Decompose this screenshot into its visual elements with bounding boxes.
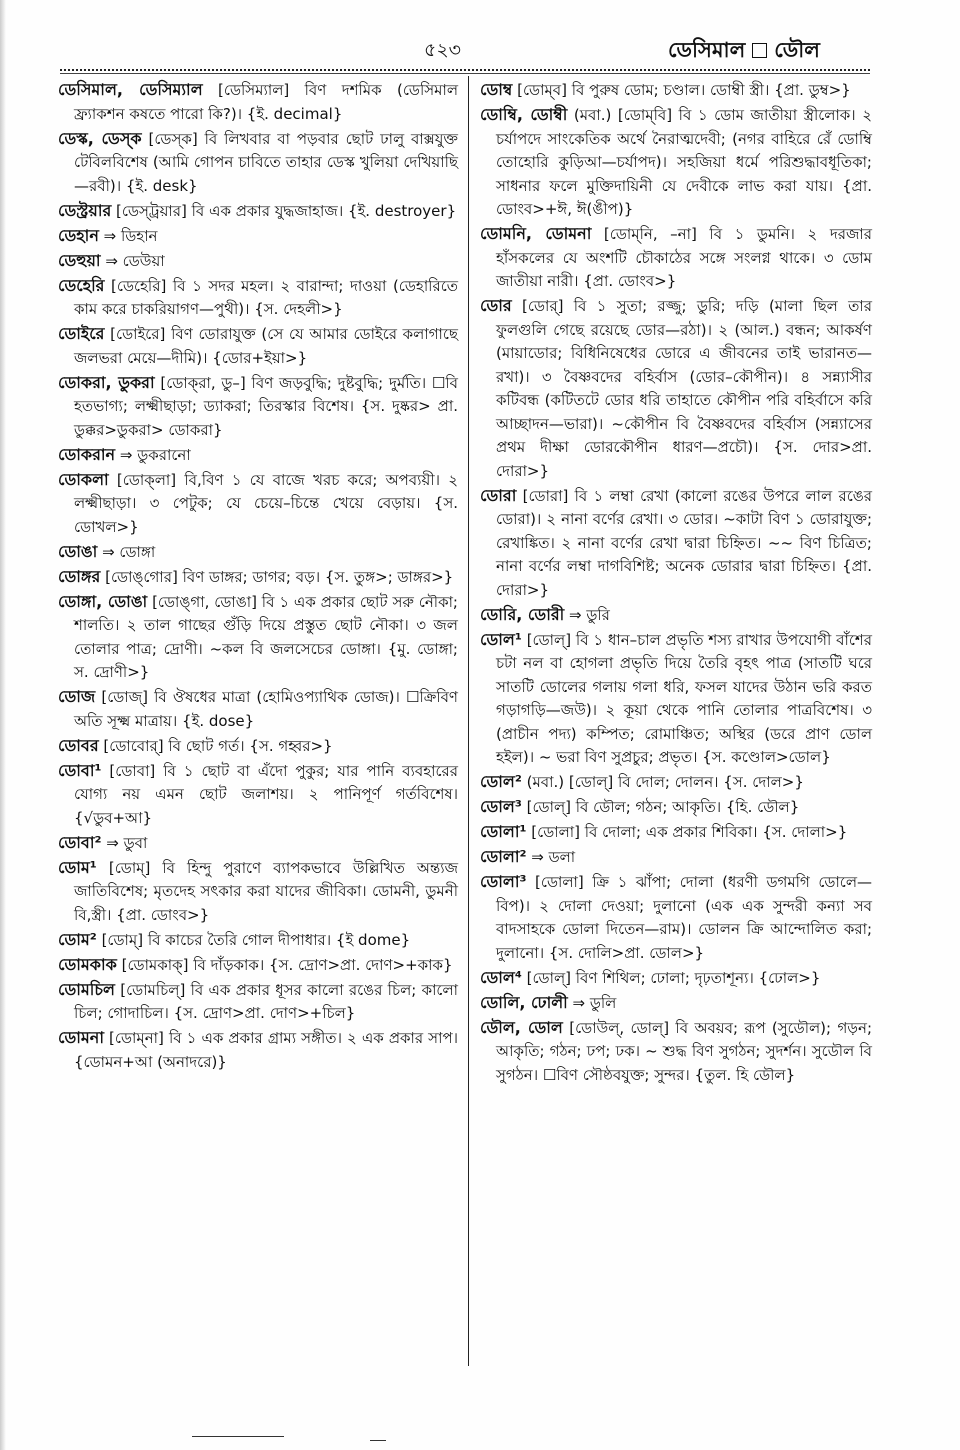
entry-definition: [ডোউল্, ডোল্] বি অবয়ব; রূপ (সুডৌল); গড়ন; আকৃতি; গঠন; ঢপ; ঢক। ~ শুদ্ধ বিণ সুগঠন; সুদর্শন। সুডৌল বি সুগঠন। ☐বিণ সৌষ্ঠবযুক্ত; সুন্দর। {তুল. হি ডৌল}	[496, 1018, 872, 1084]
entry-definition: [ডোজ্] বি ঔষধের মাত্রা (হোমিওপ্যাথিক ডোজ)। ☐ক্রিবিণ অতি সূক্ষ্ম মাত্রায়। {ই. dose}	[74, 688, 458, 730]
entry-headword: ডেহুয়া	[58, 250, 101, 270]
entry-headword: ডোলা²	[480, 847, 527, 866]
entry-headword: ডোলা³	[480, 872, 527, 891]
entry-definition: ⇒ ডুকরানো	[115, 445, 191, 464]
entry-definition: [ডোঙ্‌গোর] বিণ ডাঙ্গর; ডাগর; বড়। {স. তুঙ্গ>; ডাঙ্গর>}	[100, 567, 454, 586]
dictionary-entry	[480, 966, 872, 991]
dictionary-entry	[58, 371, 458, 443]
entry-definition: [ডোম্‌নি, –না] বি ১ ডুমনি। ২ দরজার হাঁসকলের যে অংশটি চৌকাঠের সঙ্গে সংলগ্ন থাকে। ৩ ডোম জাতীয়া নারী। {প্রা. ডোংব>}	[496, 225, 872, 290]
entry-headword: ডোম¹	[58, 857, 97, 877]
dictionary-entry	[58, 759, 458, 831]
entry-headword: ডেহেরি	[58, 275, 105, 295]
entry-definition: ⇒ ডুবা	[101, 833, 148, 852]
entry-definition: ⇒ ডলা	[526, 848, 576, 866]
dictionary-entry	[480, 845, 872, 870]
entry-definition: ⇒ ডুলি	[567, 993, 617, 1012]
dictionary-entry	[480, 628, 872, 770]
entry-headword: ডোম্বি, ডোম্বী	[480, 105, 568, 124]
entry-definition: [ডোম্] বি কাচের তৈরি গোল দীপাধার। {ই dome}	[96, 930, 411, 949]
entry-headword: ডোকলা	[58, 469, 109, 489]
entry-headword: ডেস্ট্রয়ার	[58, 200, 112, 220]
entry-headword: ডোলা¹	[480, 822, 527, 841]
square-separator-icon	[752, 43, 767, 58]
entry-definition: [ডোক্‌লা] বি,বিণ ১ যে বাজে খরচ করে; অপব্যয়ী। ২ লক্ষ্মীছাড়া। ৩ পেটুক; যে চেয়ে–চিন্তে খেয়ে বেড়ায়। {স. ডোখল>}	[74, 470, 458, 536]
entry-definition: [ডোর্] বি ১ সুতা; রজ্জু; ডুরি; দড়ি (মালা ছিল তার ফুলগুলি গেছে রয়েছে ডোর—রঠা)। ২ (আল.) বন্ধন; আকর্ষণ (মায়াডোর; বিধিনিষেধের ডোরে এ জীবনের তাই ভারানত—রখা)। ৩ বৈষ্ণবদের বহির্বাস (ডোর–কৌপীন)। ৪ সন্ন্যাসীর কটিবন্ধ (কটিতটে ডোর ধরি তাহাতে কৌপীন পরি বহির্বাসে করি আচ্ছাদন—ভারা)। ~কৌপীন বি বৈষ্ণবদের বহির্বাস (সন্ন্যাসের প্রথম দীক্ষা ডোরকৌপীন ধারণ—প্রচৌ)। {স. দোর>প্রা. দোরা>}	[496, 297, 872, 480]
dictionary-entry	[480, 78, 872, 103]
dictionary-entry	[58, 224, 458, 249]
entry-definition: ⇒ ডেউয়া	[100, 251, 165, 270]
dictionary-entry	[480, 870, 872, 965]
dictionary-entry	[480, 603, 872, 628]
dictionary-entry	[58, 1026, 458, 1074]
entry-definition: [ডোম্] বি হিন্দু পুরাণে ব্যাপকভাবে উল্লিখিত অন্ত্যজ জাতিবিশেষ; মৃতদেহ সৎকার করা যাদের জীবিকা। ডোমনী, ডুমনী বি,স্ত্রী। {প্রা. ডোংব>}	[74, 858, 458, 924]
left-column	[58, 78, 458, 1075]
dictionary-entry	[480, 991, 872, 1016]
entry-headword: ডোল²	[480, 772, 522, 791]
entry-definition: [ডেসিম্যাল] বিণ দশমিক (ডেসিমাল ফ্র্যাকশন কষতে পারো কি?)। {ই. decimal}	[74, 81, 458, 123]
dictionary-entry	[58, 540, 458, 565]
entry-definition: [ডোমচিল্] বি এক প্রকার ধূসর কালো রঙের চিল; কালো চিল; গোদাচিল। {স. দ্রোণ>প্রা. দোণ>+চিল}	[74, 980, 458, 1022]
guide-word-first: ডেসিমাল	[668, 38, 746, 62]
entry-definition: [ডোলা] ক্রি ১ ঝাঁপা; দোলা (ধরণী ডগমগি ডোলে—বিপ)। ২ দোলা দেওয়া; দুলানো (এক এক সুন্দরী কন্যা সব বাদসাহকে ডোলা দিতেন—রাম)। ডোলন ক্রি আন্দোলিত করা; দুলানো। {স. দোলি>প্রা. ডোল>}	[496, 873, 872, 962]
dictionary-entry	[58, 78, 458, 126]
dictionary-entry	[480, 1016, 872, 1088]
entry-definition: [ডেহেরি] বি ১ সদর মহল। ২ বারান্দা; দাওয়া (ডেহারিতে কাম করে চাকরিয়াগণ—পুথী)। {স. দেহলী>}	[74, 276, 458, 318]
entry-headword: ডোঙ্গর	[58, 566, 101, 586]
dictionary-entry	[58, 565, 458, 590]
entry-headword: ডোইরে	[58, 324, 105, 343]
header-rule	[60, 69, 870, 71]
dictionary-entry	[58, 443, 458, 468]
entry-headword: ডোবা²	[58, 832, 102, 852]
entry-definition: [ডোল্] বি ১ ধান–চাল প্রভৃতি শস্য রাখার উপযোগী বাঁশের চটা নল বা হোগলা প্রভৃতি দিয়ে তৈরি বৃহৎ পাত্র (সাতটি ঘরে সাতটি ডোলের গলায় গলা ধরি, ফসল যাদের উঠান ভরি করত গড়াগড়ি—জউ)। ২ কূয়া থেকে পানি তোলার পাত্রবিশেষ। ৩ (প্রাচীন পদ্য) কম্পিত; রোমাঞ্চিত; অস্থির (ডরে প্রাণ ডোল হইল)। ~ ভরা বিণ সুপ্রচুর; প্রভৃত। {স. কণ্ডোল>ডোল}	[496, 630, 872, 766]
dictionary-entry	[58, 468, 458, 540]
entry-definition: [ডোঙ্‌গা, ডোঙা] বি ১ এক প্রকার ছোট সরু নৌকা; শালতি। ২ তাল গাছের গুঁড়ি দিয়ে প্রস্তুত ছোট নৌকা। ৩ জল তোলার পাত্র; দ্রোণী। ~কল বি জলসেচের ডোঙ্গা। {মু. ডোঙ্গা; স. দ্রোণী>}	[74, 592, 458, 681]
dictionary-entry	[480, 820, 872, 845]
guide-word-last: ডৌল	[774, 38, 820, 62]
dictionary-entry	[480, 484, 872, 603]
entry-headword: ডোরা	[480, 485, 517, 505]
entry-definition: [ডোম্‌ব] বি পুরুষ ডোম; চণ্ডাল। ডোম্বী স্ত্রী। {প্রা. ডুম্ব>}	[512, 81, 851, 99]
dictionary-entry	[58, 199, 458, 224]
entry-definition: [ডোইরে] বিণ ডোরাযুক্ত (সে যে আমার ডোইরে কলাগাছে জলভরা মেয়ে—দীমি)। {ডোর+ইয়া>}	[74, 325, 458, 367]
dictionary-entry	[58, 856, 458, 928]
entry-headword: ডোকরান	[58, 444, 116, 464]
dictionary-entry	[480, 294, 872, 483]
entry-definition: [ডোবা] বি ১ ছোট বা এঁদো পুকুর; যার পানি ব্যবহারের যোগ্য নয় এমন ছোট জলাশয়। ২ পানিপূর্ণ গর্তবিশেষ। {√ডুব+আ}	[74, 761, 458, 827]
dictionary-entry	[58, 685, 458, 733]
entry-definition: [ডোক্‌রা, ডু–] বিণ জড়বুদ্ধি; দুষ্টবুদ্ধি; দুর্মতি। ☐বি হতভাগ্য; লক্ষ্মীছাড়া; ড্যাকরা; তিরস্কার বিশেষ। {স. দুষ্কর> প্রা. ডুক্কর>ডুকরা> ডোকরা}	[74, 373, 458, 439]
dictionary-entry	[480, 222, 872, 294]
entry-headword: ডোল⁴	[480, 967, 522, 987]
entry-headword: ডোঙ্গা, ডোঙা	[58, 591, 148, 611]
entry-headword: ডেস্ক, ডেস্‌ক	[58, 128, 142, 148]
entry-definition: ⇒ ডুরি	[564, 605, 610, 624]
entry-headword: ডৌল, ডোল	[480, 1017, 563, 1037]
entry-definition: (মবা.) [ডোম্‌বি] বি ১ ডোম জাতীয়া স্ত্রীলোক। ২ চর্যাপদে সাংকেতিক অর্থে নৈরাত্মদেবী; (নগর বাহিরে রেঁ ডোম্বি তোহোরি কুড়িআ—চর্যাপদ)। সহজিয়া ধর্মে পরিশুদ্ধাবধূতিকা; সাধনার ফলে মুক্তিদায়িনী যে দেবীকে লাভ করা যায়। {প্রা. ডোংব>+ঈ, ঈ(ঙীপ)}	[496, 106, 872, 218]
entry-definition: [ডোল্] বি ডৌল; গঠন; আকৃতি। {হি. ডৌল}	[521, 798, 800, 816]
dictionary-entry	[480, 103, 872, 222]
entry-headword: ডোঙা	[58, 541, 98, 561]
entry-headword: ডোম্ব	[480, 80, 513, 99]
dictionary-entry	[58, 831, 458, 856]
entry-definition: [ডেস্‌ট্রয়ার] বি এক প্রকার যুদ্ধজাহাজ। {ই. destroyer}	[111, 201, 457, 220]
entry-definition: [ডোবোর্] বি ছোট গর্ত। {স. গহ্বর>}	[98, 736, 333, 755]
entry-headword: ডোজ	[58, 687, 96, 706]
dictionary-entry	[58, 590, 458, 685]
dictionary-entry	[58, 249, 458, 274]
entry-definition: [ডোল্] বিণ শিথিল; ঢোলা; দৃঢ়তাশূন্য। {ঢোল>}	[521, 968, 821, 987]
entry-definition: [ডোলা] বি দোলা; এক প্রকার শিবিকা। {স. দোলা>}	[526, 823, 848, 841]
entry-headword: ডোর	[480, 296, 512, 315]
entry-headword: ডোরি, ডোরী	[480, 604, 565, 624]
entry-headword: ডোমকাক	[58, 954, 117, 974]
entry-headword: ডোল¹	[480, 629, 522, 649]
entry-definition: [ডোম্‌না] বি ১ এক প্রকার গ্রাম্য সঙ্গীত। ২ এক প্রকার সাপ। {ডোমন+আ (অনাদরে)}	[74, 1029, 458, 1071]
entry-headword: ডেসিমাল, ডেসিম্যাল	[58, 80, 203, 99]
dictionary-entry	[58, 953, 458, 978]
page-edge-shadow	[0, 0, 6, 1450]
entry-headword: ডোকরা, ডুকরা	[58, 372, 155, 392]
dictionary-entry	[58, 978, 458, 1026]
dictionary-entry	[58, 928, 458, 953]
dictionary-entry	[58, 734, 458, 759]
entry-headword: ডোবা¹	[58, 760, 102, 780]
dictionary-entry	[58, 274, 458, 322]
entry-headword: ডোমচিল	[58, 979, 115, 999]
entry-definition: (মবা.) [ডোল্] বি দোল; দোলন। {স. দোল>}	[521, 773, 804, 791]
entry-headword: ডোমনি, ডোমনা	[480, 224, 592, 243]
footer-rule	[192, 1436, 284, 1437]
dictionary-entry	[480, 795, 872, 820]
dictionary-entry	[58, 127, 458, 199]
entry-headword: ডোলি, ঢোলী	[480, 992, 568, 1012]
entry-definition: [ডোরা] বি ১ লম্বা রেখা (কালো রঙের উপরে লাল রঙের ডোরা)। ২ নানা বর্ণের রেখা। ৩ ডোর। ~কাটা বিণ ১ ডোরাযুক্ত; রেখাঙ্কিত। ২ নানা বর্ণের রেখা দ্বারা চিহ্নিত। ~~ বিণ চিত্রিত; নানা বর্ণের লম্বা দাগবিশিষ্ট; অনেক ডোরার দ্বারা চিহ্নিত। {প্রা. দোরা>}	[496, 486, 872, 599]
entry-definition: ⇒ ডোঙ্গা	[97, 542, 156, 561]
page-number: ৫২৩	[424, 39, 462, 61]
entry-definition: ⇒ ডিহান	[98, 226, 158, 245]
right-column	[480, 78, 872, 1088]
entry-headword: ডোমনা	[58, 1028, 104, 1047]
dictionary-entry	[58, 322, 458, 370]
dictionary-entry	[480, 770, 872, 795]
entry-definition: [ডেস্‌ক] বি লিখবার বা পড়বার ছোট ঢালু বাক্সযুক্ত টেবিলবিশেষ (আমি গোপন চাবিতে তাহার ডেস্ক খুলিয়া দেখিয়াছি—রবী)। {ই. desk}	[74, 129, 458, 195]
entry-headword: ডেহান	[58, 225, 99, 245]
column-divider	[468, 76, 469, 1366]
header-rule-line	[60, 73, 870, 74]
footer-mark	[370, 1440, 386, 1441]
entry-headword: ডোল³	[480, 797, 522, 816]
entry-definition: [ডোমকাক্] বি দাঁড়কাক। {স. দ্রোণ>প্রা. দোণ>+কাক}	[116, 955, 453, 974]
guide-words	[668, 34, 820, 69]
entry-headword: ডোম²	[58, 929, 97, 949]
entry-headword: ডোবর	[58, 735, 99, 755]
